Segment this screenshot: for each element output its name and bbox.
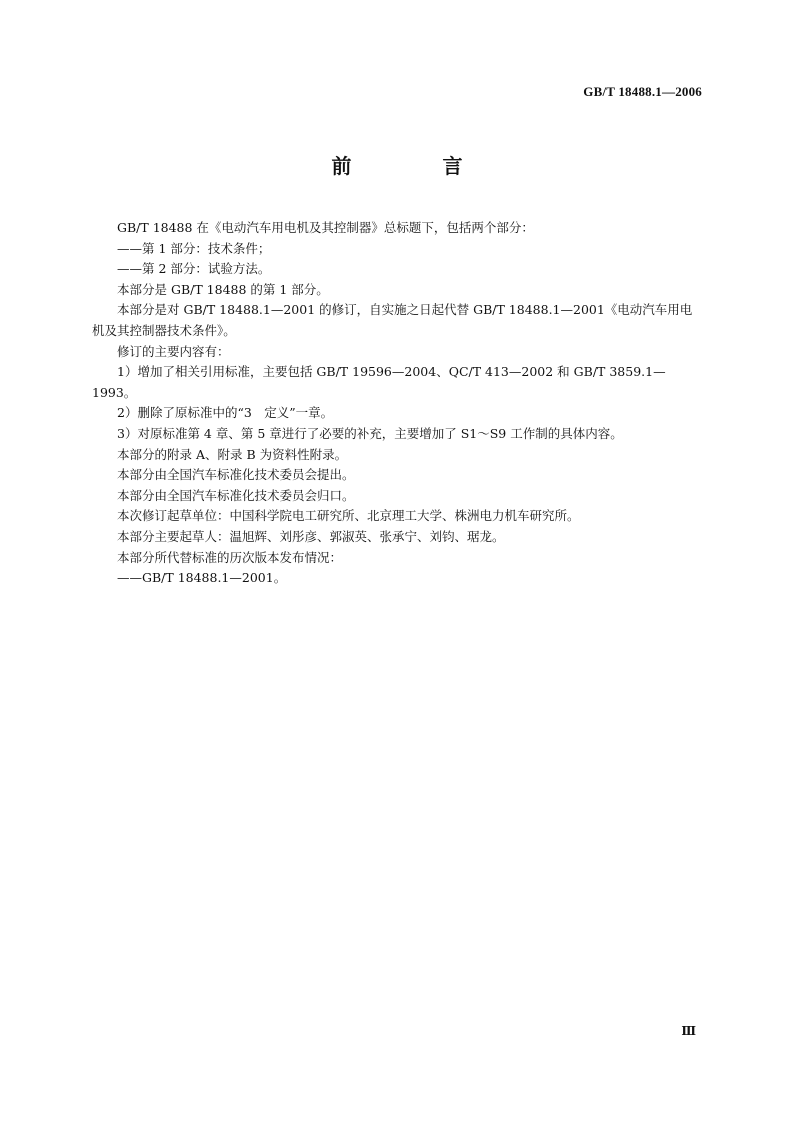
paragraph-part-2: ——第 2 部分：试验方法。 — [117, 261, 271, 277]
paragraph-changes-heading: 修订的主要内容有： — [117, 343, 230, 359]
paragraph-structure-intro: GB/T 18488 在《电动汽车用电机及其控制器》总标题下，包括两个部分： — [117, 220, 534, 235]
paragraph-part-1: ——第 1 部分：技术条件； — [117, 240, 271, 256]
paragraph-history-heading: 本部分所代替标准的历次版本发布情况： — [117, 549, 343, 565]
paragraph-annexes: 本部分的附录 A、附录 B 为资料性附录。 — [117, 446, 348, 462]
standard-code: GB/T 18488.1—2006 — [583, 84, 702, 99]
page-number: Ⅲ — [681, 1024, 696, 1038]
document-body — [92, 218, 704, 589]
paragraph-change-2: 2）删除了原标准中的“3 定义”一章。 — [117, 405, 334, 421]
page-title: 前 言 — [331, 154, 505, 178]
paragraph-change-1: 1）增加了相关引用标准，主要包括 GB/T 19596—2004、QC/T 413—2002 和 GB/T 3859.1—1993。 — [92, 364, 666, 400]
paragraph-history-item: ——GB/T 18488.1—2001。 — [117, 570, 287, 586]
paragraph-this-part: 本部分是 GB/T 18488 的第 1 部分。 — [117, 281, 329, 297]
paragraph-revision-note: 本部分是对 GB/T 18488.1—2001 的修订，自实施之日起代替 GB/T 18488.1—2001《电动汽车用电机及其控制器技术条件》。 — [92, 302, 693, 338]
paragraph-drafters: 本部分主要起草人：温旭辉、刘彤彦、郭淑英、张承宁、刘钧、琚龙。 — [117, 528, 505, 544]
paragraph-proposed-by: 本部分由全国汽车标准化技术委员会提出。 — [117, 467, 355, 483]
paragraph-drafting-units: 本次修订起草单位：中国科学院电工研究所、北京理工大学、株洲电力机车研究所。 — [117, 508, 580, 524]
paragraph-managed-by: 本部分由全国汽车标准化技术委员会归口。 — [117, 487, 355, 503]
paragraph-change-3: 3）对原标准第 4 章、第 5 章进行了必要的补充，主要增加了 S1～S9 工作制的具体内容。 — [117, 425, 623, 441]
